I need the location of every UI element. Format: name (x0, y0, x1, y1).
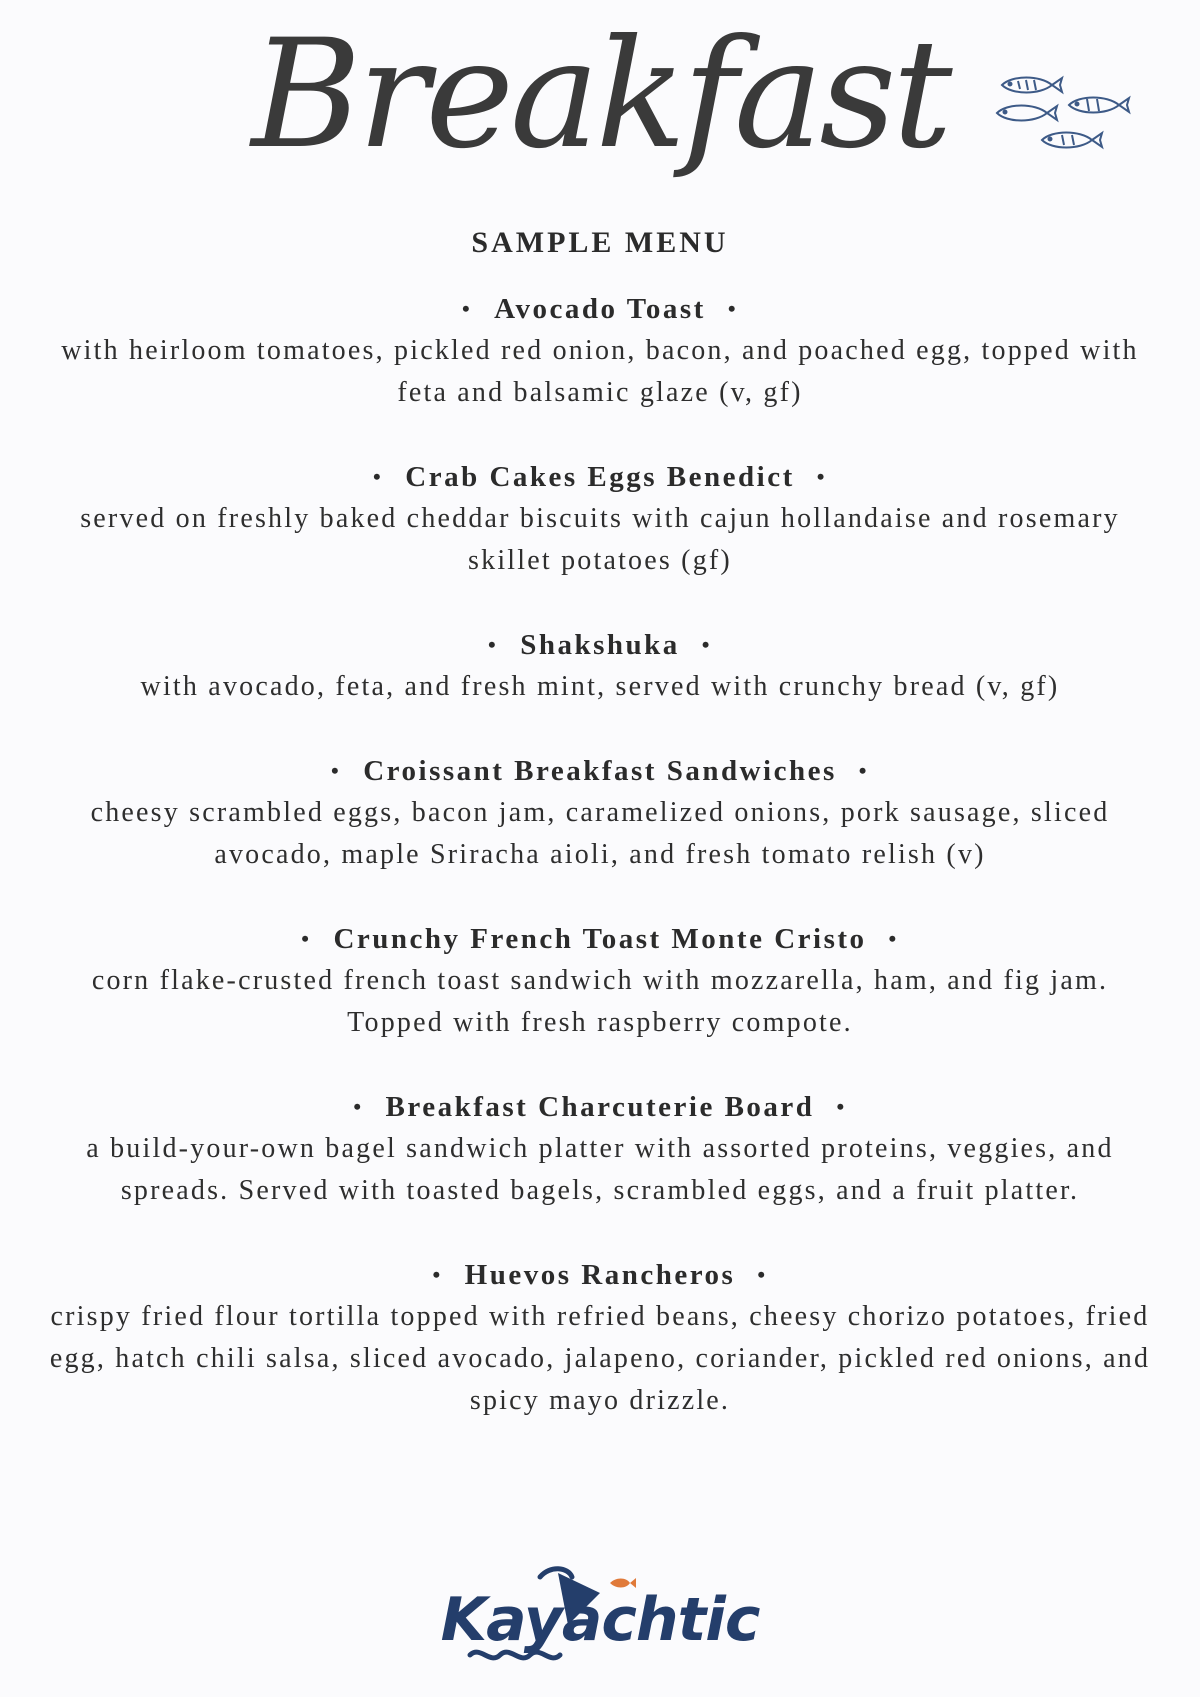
menu-item (40, 1086, 1160, 1212)
brand-logo-text: Kayachtic (440, 1585, 760, 1655)
menu-item-name: Avocado Toast (494, 293, 706, 325)
menu-item (40, 750, 1160, 876)
bullet-icon: • (816, 464, 827, 489)
menu-item (40, 288, 1160, 414)
fish-icon-group (995, 70, 1135, 170)
bullet-icon: • (836, 1094, 847, 1119)
fish-icon (1042, 133, 1102, 148)
bullet-icon: • (461, 296, 473, 321)
brand-logo (0, 1555, 1200, 1675)
menu-item (40, 1254, 1160, 1422)
bullet-icon: • (727, 296, 739, 321)
fish-icon (997, 106, 1057, 121)
menu-item-name: Crunchy French Toast Monte Cristo (333, 923, 867, 955)
bullet-icon: • (301, 926, 312, 951)
menu-item-description: a build-your-own bagel sandwich platter with assorted proteins, veggies, and spreads. Served with toasted bagels, scrambled eggs, and a fruit platter. (86, 1133, 1114, 1206)
menu-item-description: crispy fried flour tortilla topped with refried beans, cheesy chorizo potatoes, fried egg, hatch chili salsa, sliced avocado, jalapeno, coriander, pickled red onions, and spicy mayo drizzle. (49, 1301, 1151, 1416)
menu-item-description: served on freshly baked cheddar biscuits with cajun hollandaise and rosemary skillet potatoes (gf) (80, 503, 1120, 576)
bullet-icon: • (353, 1094, 364, 1119)
menu-item-name: Huevos Rancheros (464, 1259, 736, 1291)
bullet-icon: • (701, 632, 712, 657)
menu-item-description: with heirloom tomatoes, pickled red onion, bacon, and poached egg, topped with feta and balsamic glaze (v, gf) (61, 335, 1139, 408)
fish-icon (1002, 78, 1062, 93)
bullet-icon: • (757, 1262, 768, 1287)
bullet-icon: • (373, 464, 384, 489)
menu-item (40, 624, 1160, 708)
menu-item-name: Crab Cakes Eggs Benedict (405, 461, 795, 493)
bullet-icon: • (888, 926, 899, 951)
menu-item-name: Shakshuka (520, 629, 680, 661)
menu-list (40, 288, 1160, 1464)
menu-item-description: corn flake-crusted french toast sandwich with mozzarella, ham, and fig jam. Topped with fresh raspberry compote. (91, 965, 1109, 1038)
bullet-icon: • (432, 1262, 443, 1287)
menu-item-name: Croissant Breakfast Sandwiches (363, 755, 837, 787)
menu-item-description: with avocado, feta, and fresh mint, served with crunchy bread (v, gf) (140, 671, 1060, 702)
page-title: Breakfast (251, 8, 949, 182)
menu-item (40, 918, 1160, 1044)
bullet-icon: • (331, 758, 342, 783)
menu-item-name: Breakfast Charcuterie Board (385, 1091, 815, 1123)
bullet-icon: • (858, 758, 869, 783)
menu-item-description: cheesy scrambled eggs, bacon jam, caramelized onions, pork sausage, sliced avocado, maple Sriracha aioli, and fresh tomato relish (v) (90, 797, 1110, 870)
bullet-icon: • (488, 632, 499, 657)
menu-item (40, 456, 1160, 582)
fish-icon (1069, 98, 1129, 113)
menu-subtitle: SAMPLE MENU (471, 226, 729, 259)
